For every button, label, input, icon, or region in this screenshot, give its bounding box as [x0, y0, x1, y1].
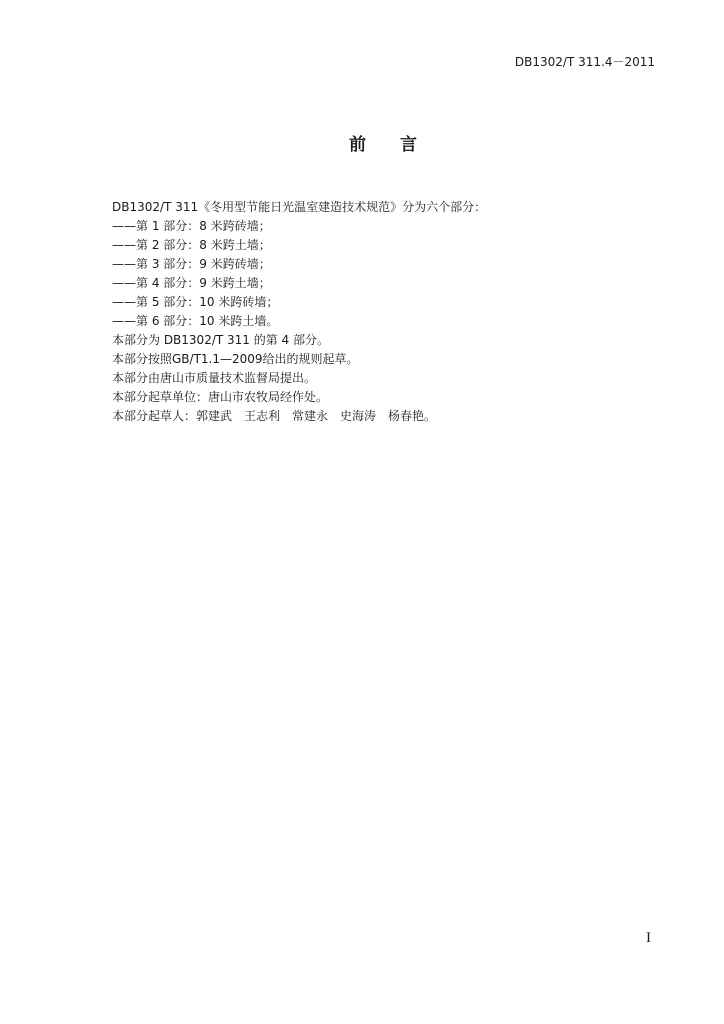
list-item-part-3: ——第 3 部分：9 米跨砖墙；: [112, 257, 271, 271]
page-title: 前 言: [349, 135, 417, 155]
paragraph-drafting-rules: 本部分按照GB/T1.1—2009给出的规则起草。: [112, 352, 359, 366]
list-item-part-5: ——第 5 部分：10 米跨砖墙；: [112, 295, 279, 309]
document-number-header: DB1302/T 311.4－2011: [514, 55, 655, 69]
paragraph-drafting-unit: 本部分起草单位：唐山市农牧局经作处。: [112, 390, 329, 404]
list-item-part-1: ——第 1 部分：8 米跨砖墙；: [112, 219, 271, 233]
list-item-part-4: ——第 4 部分：9 米跨土墙；: [112, 276, 271, 290]
list-item-part-6: ——第 6 部分：10 米跨土墙。: [112, 314, 279, 328]
paragraph-standard-parts-intro: DB1302/T 311《冬用型节能日光温室建造技术规范》分为六个部分：: [112, 200, 487, 214]
paragraph-this-part: 本部分为 DB1302/T 311 的第 4 部分。: [112, 333, 329, 347]
foreword-body: [112, 198, 632, 426]
paragraph-proposed-by: 本部分由唐山市质量技术监督局提出。: [112, 371, 317, 385]
paragraph-drafters: 本部分起草人：郭建武 王志利 常建永 史海涛 杨春艳。: [112, 409, 437, 423]
list-item-part-2: ——第 2 部分：8 米跨土墙；: [112, 238, 271, 252]
page-number: I: [646, 930, 651, 946]
